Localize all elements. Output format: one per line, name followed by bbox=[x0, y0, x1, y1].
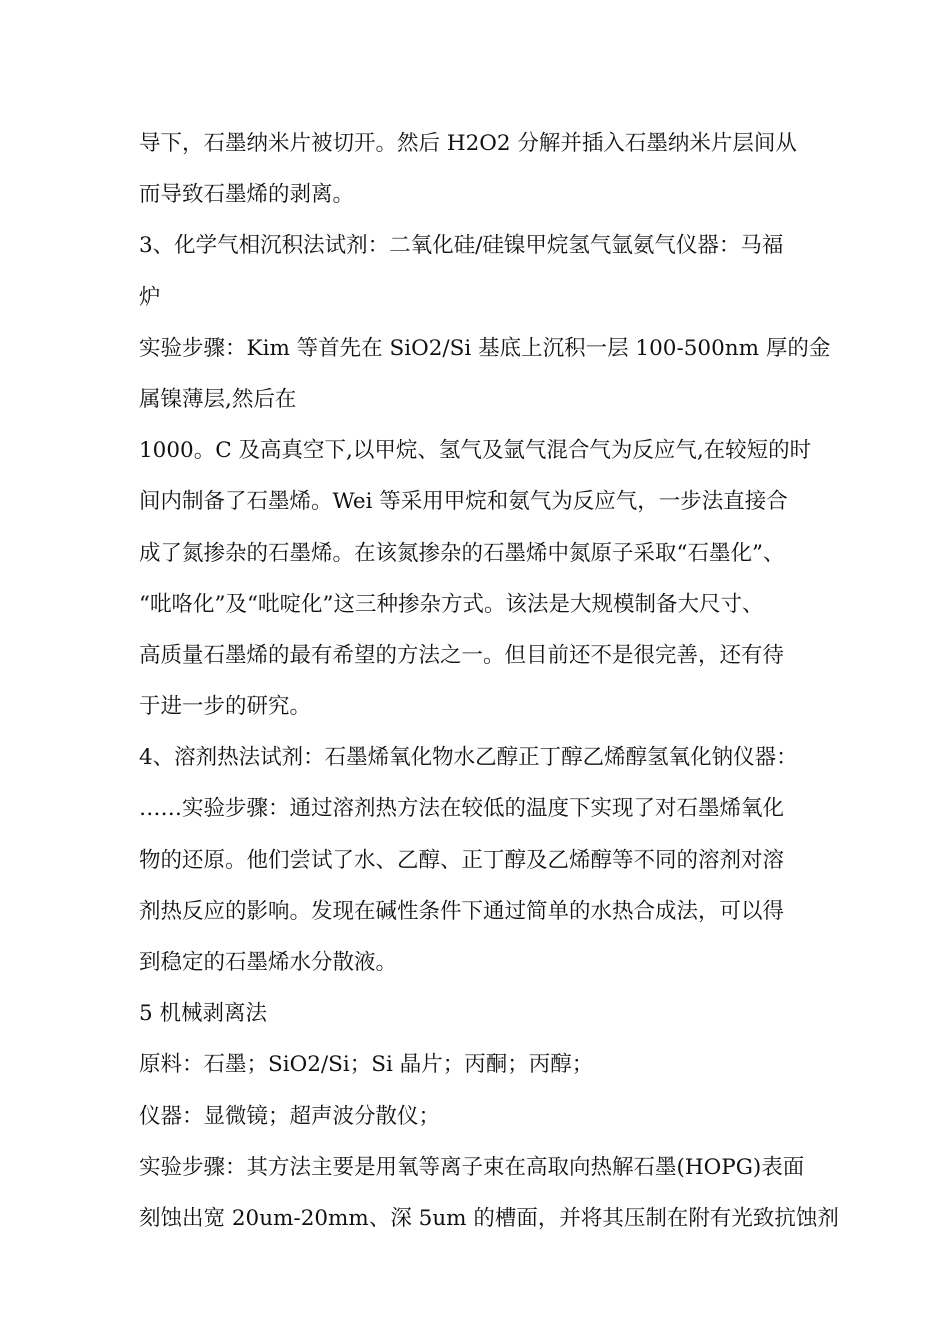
text-line: 实验步骤：其方法主要是用氧等离子束在高取向热解石墨(HOPG)表面 bbox=[139, 1154, 805, 1180]
text-line: 间内制备了石墨烯。Wei 等采用甲烷和氨气为反应气，一步法直接合 bbox=[139, 489, 788, 515]
section-heading-cvd: 3、化学气相沉积法试剂：二氧化硅/硅镍甲烷氢气氩氨气仪器：马福 bbox=[139, 233, 784, 259]
text-line: ……实验步骤：通过溶剂热方法在较低的温度下实现了对石墨烯氧化 bbox=[139, 796, 785, 822]
text-line: 而导致石墨烯的剥离。 bbox=[139, 182, 355, 208]
text-line: 物的还原。他们尝试了水、乙醇、正丁醇及乙烯醇等不同的溶剂对溶 bbox=[139, 847, 785, 873]
materials-line: 原料：石墨；SiO2/Si；Si 晶片；丙酮；丙醇； bbox=[139, 1052, 594, 1078]
text-line: 导下，石墨纳米片被切开。然后 H2O2 分解并插入石墨纳米片层间从 bbox=[139, 131, 797, 156]
section-heading-solvothermal: 4、溶剂热法试剂：石墨烯氧化物水乙醇正丁醇乙烯醇氢氧化钠仪器： bbox=[139, 745, 798, 771]
text-line: 到稳定的石墨烯水分散液。 bbox=[139, 950, 398, 975]
text-line: “吡咯化”及“吡啶化”这三种掺杂方式。该法是大规模制备大尺寸、 bbox=[139, 591, 764, 617]
text-line: 刻蚀出宽 20um-20mm、深 5um 的槽面，并将其压制在附有光致抗蚀剂 bbox=[139, 1205, 839, 1231]
section-heading-mechanical: 5 机械剥离法 bbox=[139, 1001, 268, 1027]
text-line: 成了氮掺杂的石墨烯。在该氮掺杂的石墨烯中氮原子采取“石墨化”、 bbox=[139, 540, 785, 566]
text-line: 属镍薄层,然后在 bbox=[139, 386, 297, 412]
body-text bbox=[139, 118, 839, 1244]
text-line: 于进一步的研究。 bbox=[139, 694, 312, 720]
text-line: 实验步骤：Kim 等首先在 SiO2/Si 基底上沉积一层 100-500nm 厚的金 bbox=[139, 335, 831, 361]
text-line: 高质量石墨烯的最有希望的方法之一。但目前还不是很完善，还有待 bbox=[139, 642, 785, 668]
text-line: 炉 bbox=[139, 284, 161, 310]
instruments-line: 仪器：显微镜；超声波分散仪； bbox=[139, 1103, 441, 1129]
text-line: 剂热反应的影响。发现在碱性条件下通过简单的水热合成法，可以得 bbox=[139, 898, 785, 924]
text-line: 1000。C 及高真空下,以甲烷、氢气及氩气混合气为反应气,在较短的时 bbox=[139, 438, 812, 464]
